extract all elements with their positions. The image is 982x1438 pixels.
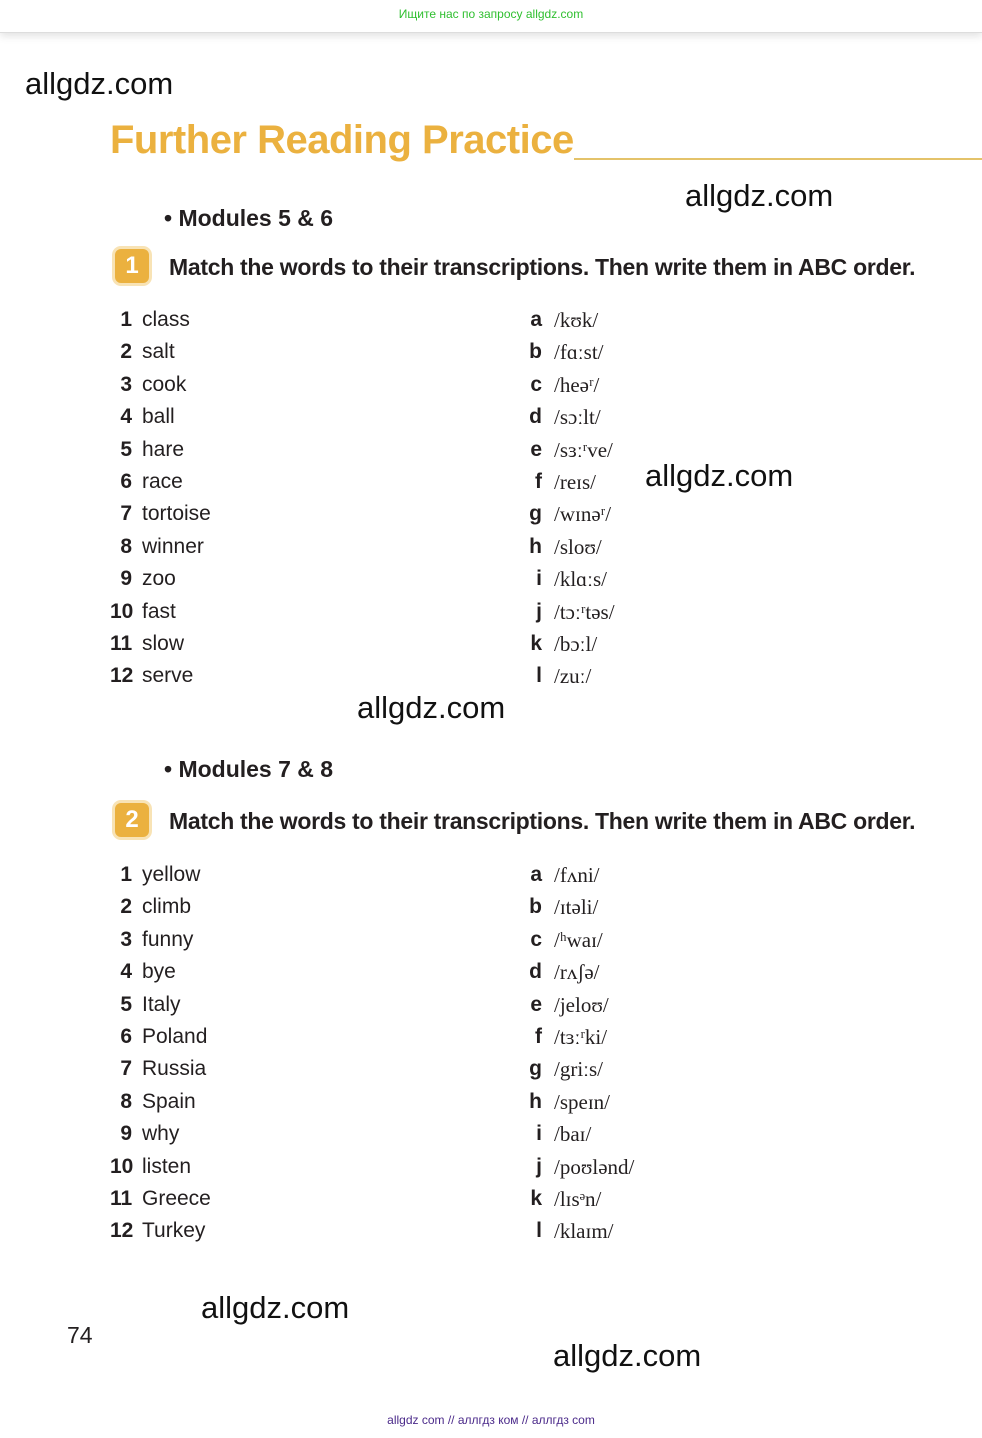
transcription-list xyxy=(528,304,615,693)
word-item xyxy=(110,989,211,1021)
title-rule xyxy=(574,158,982,160)
item-number: 1 xyxy=(120,308,132,331)
transcription: /wɪnəʳ/ xyxy=(554,502,612,527)
item-number: 8 xyxy=(120,1089,132,1113)
word: slow xyxy=(142,631,185,655)
item-letter: a xyxy=(530,308,542,331)
transcription: /jeloʊ/ xyxy=(554,992,609,1017)
item-number: 7 xyxy=(120,502,132,526)
word: class xyxy=(142,308,190,331)
word: listen xyxy=(142,1154,192,1178)
word: hare xyxy=(142,437,185,461)
word: Italy xyxy=(142,992,181,1016)
item-letter: f xyxy=(535,1024,542,1048)
top-banner xyxy=(0,0,982,33)
word-item xyxy=(110,563,211,595)
word: race xyxy=(142,469,183,493)
transcription-item xyxy=(528,1118,634,1150)
transcription-item xyxy=(528,336,615,368)
item-number: 12 xyxy=(110,664,134,688)
item-number: 9 xyxy=(120,1122,132,1146)
word: tortoise xyxy=(142,502,211,526)
word-item xyxy=(110,304,211,336)
transcription-item xyxy=(528,1021,634,1053)
word-item xyxy=(110,1118,211,1150)
transcription-item xyxy=(528,924,634,956)
transcription-item xyxy=(528,891,634,923)
transcription: /heəʳ/ xyxy=(554,372,600,397)
transcription-item xyxy=(528,531,615,563)
item-number: 1 xyxy=(120,863,132,886)
word-item xyxy=(110,1183,211,1215)
item-number: 9 xyxy=(120,567,132,591)
word: cook xyxy=(142,372,187,396)
transcription-item xyxy=(528,859,634,891)
item-number: 4 xyxy=(120,960,132,984)
item-letter: k xyxy=(530,631,542,655)
transcription: /rʌʃə/ xyxy=(554,960,600,985)
transcription: /tɔːʳtəs/ xyxy=(554,599,615,624)
transcription: /klɑːs/ xyxy=(554,567,607,592)
item-letter: l xyxy=(536,1219,542,1243)
module-heading: • Modules 5 & 6 xyxy=(164,205,334,231)
transcription: /reɪs/ xyxy=(554,469,596,494)
transcription-item xyxy=(528,563,615,595)
transcription: /speɪn/ xyxy=(554,1089,610,1114)
item-number: 4 xyxy=(120,405,132,429)
page-title: Further Reading Practice xyxy=(110,118,574,162)
word-item xyxy=(110,336,211,368)
exercise-instruction: Match the words to their transcriptions. Then write them in ABC order. xyxy=(169,254,916,280)
word: zoo xyxy=(142,567,176,591)
watermark: allgdz.com xyxy=(685,178,834,213)
word-item xyxy=(110,1215,211,1247)
watermark: allgdz.com xyxy=(25,66,174,101)
watermark: allgdz.com xyxy=(357,690,506,725)
transcription-item xyxy=(528,401,615,433)
top-banner-text: Ищите нас по запросу allgdz.com xyxy=(398,7,584,21)
exercise-instruction: Match the words to their transcriptions. Then write them in ABC order. xyxy=(169,808,916,834)
word-item xyxy=(110,1021,211,1053)
item-number: 2 xyxy=(120,895,132,919)
item-letter: c xyxy=(530,372,542,396)
transcription-item xyxy=(528,498,615,530)
transcription-item xyxy=(528,434,615,466)
word-item xyxy=(110,434,211,466)
item-letter: g xyxy=(529,1057,542,1081)
word-item xyxy=(110,924,211,956)
transcription-item xyxy=(528,1151,634,1183)
item-number: 6 xyxy=(120,1024,132,1048)
transcription-list xyxy=(528,859,634,1248)
transcription: /zuː/ xyxy=(554,664,592,689)
word: Turkey xyxy=(142,1219,206,1243)
word-item xyxy=(110,1053,211,1085)
word-item xyxy=(110,466,211,498)
transcription: /sloʊ/ xyxy=(554,534,602,559)
transcription-item xyxy=(528,304,615,336)
item-letter: j xyxy=(536,599,542,623)
transcription: /lɪsᵊn/ xyxy=(554,1186,602,1211)
item-number: 3 xyxy=(120,927,132,951)
item-letter: a xyxy=(530,863,542,886)
module-heading: • Modules 7 & 8 xyxy=(164,756,334,782)
transcription: /bɔːl/ xyxy=(554,631,598,656)
item-letter: e xyxy=(530,437,542,461)
word: fast xyxy=(142,599,176,623)
word-item xyxy=(110,401,211,433)
transcription: /ɪtəli/ xyxy=(554,895,599,920)
word-list xyxy=(110,304,211,693)
word: funny xyxy=(142,927,194,951)
word-item xyxy=(110,369,211,401)
word: salt xyxy=(142,340,175,364)
word-item xyxy=(110,891,211,923)
watermark: allgdz.com xyxy=(553,1338,702,1373)
word: Poland xyxy=(142,1024,208,1048)
transcription-item xyxy=(528,956,634,988)
word-item xyxy=(110,596,211,628)
item-letter: g xyxy=(529,502,542,526)
item-number: 10 xyxy=(110,599,134,623)
transcription-item xyxy=(528,1215,634,1247)
word-item xyxy=(110,1151,211,1183)
item-number: 5 xyxy=(120,437,132,461)
item-letter: c xyxy=(530,927,542,951)
transcription: /griːs/ xyxy=(554,1057,604,1082)
word: bye xyxy=(142,960,176,984)
transcription: /poʊlənd/ xyxy=(554,1154,635,1179)
item-number: 8 xyxy=(120,534,132,558)
word: Russia xyxy=(142,1057,207,1081)
item-letter: l xyxy=(536,664,542,688)
item-letter: d xyxy=(529,405,542,429)
item-letter: h xyxy=(529,534,542,558)
footer-text: allgdz com // аллгдз ком // аллгдз com xyxy=(387,1413,595,1427)
transcription-item xyxy=(528,660,615,692)
item-letter: f xyxy=(535,469,542,493)
item-letter: b xyxy=(529,895,542,919)
item-number: 7 xyxy=(120,1057,132,1081)
item-number: 12 xyxy=(110,1219,134,1243)
item-letter: i xyxy=(536,567,542,591)
transcription: /sɜːʳve/ xyxy=(554,437,613,462)
watermark: allgdz.com xyxy=(201,1290,350,1325)
watermark: allgdz.com xyxy=(645,458,794,493)
transcription-item xyxy=(528,628,615,660)
word: why xyxy=(142,1122,180,1146)
item-letter: k xyxy=(530,1186,542,1210)
word-item xyxy=(110,498,211,530)
word: Greece xyxy=(142,1186,211,1210)
item-letter: e xyxy=(530,992,542,1016)
transcription: /kʊk/ xyxy=(554,308,599,332)
item-number: 6 xyxy=(120,469,132,493)
transcription-item xyxy=(528,466,615,498)
word-item xyxy=(110,660,211,692)
transcription-item xyxy=(528,369,615,401)
word: winner xyxy=(142,534,204,558)
transcription: /tɜːʳki/ xyxy=(554,1024,608,1049)
transcription: /klaɪm/ xyxy=(554,1219,614,1244)
item-number: 11 xyxy=(110,631,133,655)
item-number: 5 xyxy=(120,992,132,1016)
item-letter: b xyxy=(529,340,542,364)
page-number: 74 xyxy=(67,1322,93,1348)
exercise-number-badge: 1 xyxy=(115,249,149,283)
transcription-item xyxy=(528,596,615,628)
transcription: /fɑːst/ xyxy=(554,340,604,365)
transcription-item xyxy=(528,989,634,1021)
word-item xyxy=(110,956,211,988)
item-number: 10 xyxy=(110,1154,134,1178)
word-item xyxy=(110,859,211,891)
transcription: /sɔːlt/ xyxy=(554,405,601,430)
item-letter: i xyxy=(536,1122,542,1146)
item-letter: h xyxy=(529,1089,542,1113)
item-number: 2 xyxy=(120,340,132,364)
exercise-number-badge: 2 xyxy=(115,803,149,837)
word-item xyxy=(110,531,211,563)
word: climb xyxy=(142,895,192,919)
item-number: 3 xyxy=(120,372,132,396)
word: yellow xyxy=(142,863,201,886)
word-list xyxy=(110,859,211,1248)
transcription: /baɪ/ xyxy=(554,1122,592,1147)
item-letter: j xyxy=(536,1154,542,1178)
transcription-item xyxy=(528,1183,634,1215)
transcription-item xyxy=(528,1086,634,1118)
item-number: 11 xyxy=(110,1186,133,1210)
item-letter: d xyxy=(529,960,542,984)
transcription: /ʰwaɪ/ xyxy=(554,927,603,952)
word-item xyxy=(110,1086,211,1118)
transcription-item xyxy=(528,1053,634,1085)
word: serve xyxy=(142,664,194,688)
word-item xyxy=(110,628,211,660)
transcription: /fʌni/ xyxy=(554,863,600,887)
word: Spain xyxy=(142,1089,196,1113)
word: ball xyxy=(142,405,175,429)
